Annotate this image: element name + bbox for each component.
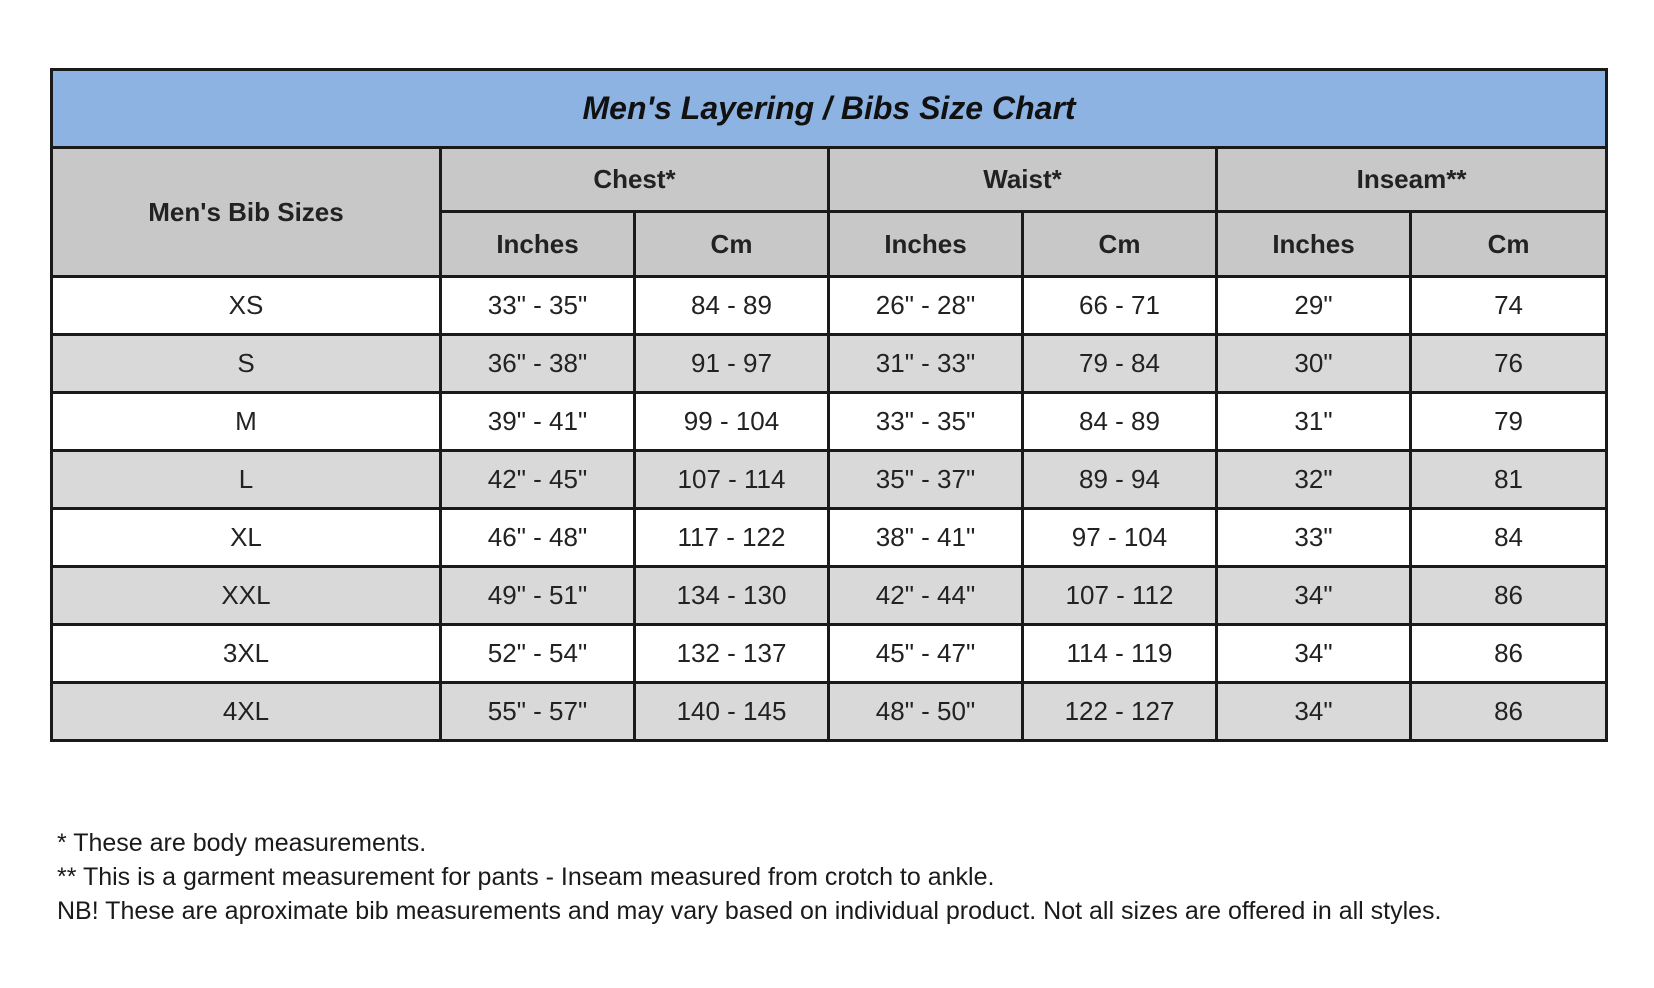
- table-row: [52, 335, 1607, 393]
- inseam-cm-header: Cm: [1411, 212, 1607, 277]
- chest-inches-cell: 36" - 38": [441, 335, 635, 393]
- table-row: [52, 683, 1607, 741]
- size-cell: M: [52, 393, 441, 451]
- table-row: [52, 509, 1607, 567]
- inseam-cm-cell: 79: [1411, 393, 1607, 451]
- inseam-cm-cell: 76: [1411, 335, 1607, 393]
- inseam-group-header: Inseam**: [1217, 148, 1607, 212]
- size-cell: L: [52, 451, 441, 509]
- chart-title: Men's Layering / Bibs Size Chart: [52, 70, 1607, 148]
- waist-inches-cell: 26" - 28": [829, 277, 1023, 335]
- size-cell: 4XL: [52, 683, 441, 741]
- inseam-cm-cell: 74: [1411, 277, 1607, 335]
- chest-cm-cell: 107 - 114: [635, 451, 829, 509]
- chest-cm-cell: 140 - 145: [635, 683, 829, 741]
- waist-cm-cell: 84 - 89: [1023, 393, 1217, 451]
- waist-cm-cell: 114 - 119: [1023, 625, 1217, 683]
- waist-inches-cell: 42" - 44": [829, 567, 1023, 625]
- waist-group-header: Waist*: [829, 148, 1217, 212]
- waist-inches-cell: 33" - 35": [829, 393, 1023, 451]
- inseam-inches-cell: 34": [1217, 683, 1411, 741]
- chest-inches-cell: 39" - 41": [441, 393, 635, 451]
- waist-cm-header: Cm: [1023, 212, 1217, 277]
- chest-cm-cell: 117 - 122: [635, 509, 829, 567]
- inseam-inches-cell: 30": [1217, 335, 1411, 393]
- table-row: [52, 393, 1607, 451]
- chest-cm-cell: 91 - 97: [635, 335, 829, 393]
- chest-cm-cell: 134 - 130: [635, 567, 829, 625]
- inseam-cm-cell: 81: [1411, 451, 1607, 509]
- waist-inches-cell: 31" - 33": [829, 335, 1023, 393]
- chest-cm-cell: 132 - 137: [635, 625, 829, 683]
- size-cell: XXL: [52, 567, 441, 625]
- inseam-inches-cell: 34": [1217, 625, 1411, 683]
- inseam-cm-cell: 86: [1411, 625, 1607, 683]
- inseam-inches-cell: 34": [1217, 567, 1411, 625]
- chest-inches-cell: 49" - 51": [441, 567, 635, 625]
- size-chart-table: [50, 68, 1608, 742]
- table-row: [52, 625, 1607, 683]
- chest-inches-cell: 52" - 54": [441, 625, 635, 683]
- waist-cm-cell: 97 - 104: [1023, 509, 1217, 567]
- inseam-cm-cell: 86: [1411, 683, 1607, 741]
- waist-inches-cell: 38" - 41": [829, 509, 1023, 567]
- waist-inches-cell: 45" - 47": [829, 625, 1023, 683]
- size-cell: S: [52, 335, 441, 393]
- footnotes: [57, 826, 1627, 928]
- chest-inches-header: Inches: [441, 212, 635, 277]
- table-row: [52, 277, 1607, 335]
- chest-inches-cell: 46" - 48": [441, 509, 635, 567]
- chest-cm-header: Cm: [635, 212, 829, 277]
- waist-cm-cell: 89 - 94: [1023, 451, 1217, 509]
- size-cell: 3XL: [52, 625, 441, 683]
- inseam-cm-cell: 84: [1411, 509, 1607, 567]
- waist-inches-cell: 48" - 50": [829, 683, 1023, 741]
- inseam-inches-cell: 31": [1217, 393, 1411, 451]
- waist-cm-cell: 66 - 71: [1023, 277, 1217, 335]
- inseam-inches-cell: 32": [1217, 451, 1411, 509]
- chest-inches-cell: 55" - 57": [441, 683, 635, 741]
- waist-inches-cell: 35" - 37": [829, 451, 1023, 509]
- inseam-inches-cell: 33": [1217, 509, 1411, 567]
- footnote-disclaimer: NB! These are aproximate bib measurements and may vary based on individual product. Not all sizes are offered in all styles.: [57, 897, 1442, 925]
- inseam-inches-cell: 29": [1217, 277, 1411, 335]
- chest-cm-cell: 99 - 104: [635, 393, 829, 451]
- table-row: [52, 567, 1607, 625]
- table-row: [52, 451, 1607, 509]
- footnote-garment-measurement: ** This is a garment measurement for pants - Inseam measured from crotch to ankle.: [57, 863, 995, 891]
- waist-cm-cell: 107 - 112: [1023, 567, 1217, 625]
- chest-cm-cell: 84 - 89: [635, 277, 829, 335]
- chest-group-header: Chest*: [441, 148, 829, 212]
- waist-cm-cell: 79 - 84: [1023, 335, 1217, 393]
- size-column-header: Men's Bib Sizes: [52, 148, 441, 277]
- waist-inches-header: Inches: [829, 212, 1023, 277]
- chest-inches-cell: 42" - 45": [441, 451, 635, 509]
- chest-inches-cell: 33" - 35": [441, 277, 635, 335]
- footnote-body-measurements: * These are body measurements.: [57, 829, 427, 857]
- size-cell: XL: [52, 509, 441, 567]
- waist-cm-cell: 122 - 127: [1023, 683, 1217, 741]
- inseam-cm-cell: 86: [1411, 567, 1607, 625]
- inseam-inches-header: Inches: [1217, 212, 1411, 277]
- size-cell: XS: [52, 277, 441, 335]
